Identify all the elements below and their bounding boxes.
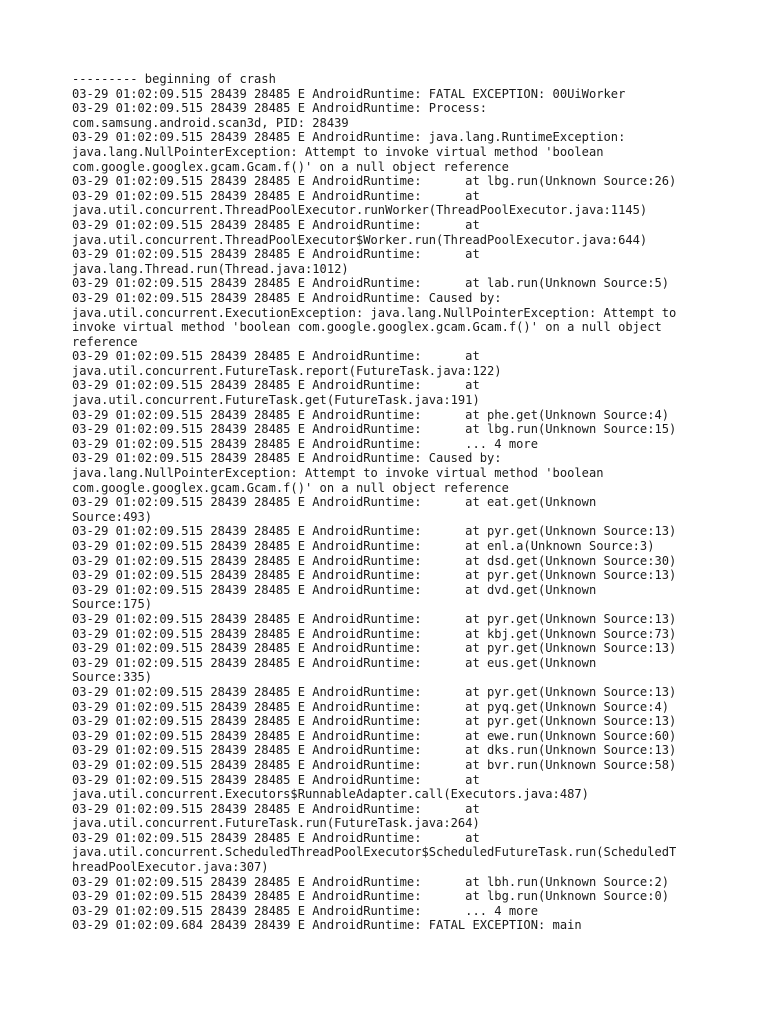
log-line: 03-29 01:02:09.515 28439 28485 E AndroidRuntime: at xyxy=(72,772,480,787)
log-line: --------- beginning of crash xyxy=(72,72,276,86)
log-line: 03-29 01:02:09.515 28439 28485 E AndroidRuntime: at xyxy=(72,247,480,262)
crash-log-text xyxy=(72,72,712,933)
log-line: 03-29 01:02:09.515 28439 28485 E AndroidRuntime: at pyr.get(Unknown Source:13) xyxy=(72,524,677,539)
log-line: java.util.concurrent.FutureTask.report(FutureTask.java:122) xyxy=(72,363,502,378)
log-line: 03-29 01:02:09.515 28439 28485 E AndroidRuntime: at pyr.get(Unknown Source:13) xyxy=(72,714,677,729)
log-line: java.util.concurrent.ThreadPoolExecutor.runWorker(ThreadPoolExecutor.java:1145) xyxy=(72,203,648,218)
log-line: java.util.concurrent.FutureTask.run(FutureTask.java:264) xyxy=(72,816,480,831)
log-line: 03-29 01:02:09.515 28439 28485 E AndroidRuntime: Caused by: xyxy=(72,451,502,466)
log-line: 03-29 01:02:09.515 28439 28485 E AndroidRuntime: at lab.run(Unknown Source:5) xyxy=(72,276,670,291)
log-line: invoke virtual method 'boolean com.google.googlex.gcam.Gcam.f()' on a null object xyxy=(72,320,662,335)
log-line: reference xyxy=(72,334,138,349)
log-line: 03-29 01:02:09.515 28439 28485 E AndroidRuntime: at bvr.run(Unknown Source:58) xyxy=(72,757,677,772)
log-line: 03-29 01:02:09.515 28439 28485 E AndroidRuntime: at dsd.get(Unknown Source:30) xyxy=(72,553,677,568)
log-line: com.google.googlex.gcam.Gcam.f()' on a null object reference xyxy=(72,480,509,495)
log-line: 03-29 01:02:09.515 28439 28485 E AndroidRuntime: Process: xyxy=(72,101,488,116)
log-line: Source:175) xyxy=(72,597,153,612)
log-line: 03-29 01:02:09.515 28439 28485 E AndroidRuntime: at xyxy=(72,830,480,845)
log-line: com.samsung.android.scan3d, PID: 28439 xyxy=(72,115,349,130)
log-line: 03-29 01:02:09.515 28439 28485 E AndroidRuntime: at enl.a(Unknown Source:3) xyxy=(72,539,655,553)
log-line: java.lang.NullPointerException: Attempt to invoke virtual method 'boolean xyxy=(72,466,604,481)
log-line: 03-29 01:02:09.515 28439 28485 E AndroidRuntime: at pyr.get(Unknown Source:13) xyxy=(72,611,677,626)
log-line: 03-29 01:02:09.515 28439 28485 E AndroidRuntime: at eat.get(Unknown xyxy=(72,495,597,510)
log-line: 03-29 01:02:09.515 28439 28485 E AndroidRuntime: at xyxy=(72,378,480,393)
log-line: 03-29 01:02:09.515 28439 28485 E AndroidRuntime: FATAL EXCEPTION: 00UiWorker xyxy=(72,86,626,101)
log-line: 03-29 01:02:09.684 28439 28439 E AndroidRuntime: FATAL EXCEPTION: main xyxy=(72,918,582,933)
log-line: 03-29 01:02:09.515 28439 28485 E AndroidRuntime: at dvd.get(Unknown xyxy=(72,582,597,597)
log-line: 03-29 01:02:09.515 28439 28485 E AndroidRuntime: java.lang.RuntimeException: xyxy=(72,130,626,145)
log-line: 03-29 01:02:09.515 28439 28485 E AndroidRuntime: at pyr.get(Unknown Source:13) xyxy=(72,684,677,699)
log-line: java.util.concurrent.ThreadPoolExecutor$Worker.run(ThreadPoolExecutor.java:644) xyxy=(72,232,648,247)
log-line: 03-29 01:02:09.515 28439 28485 E AndroidRuntime: at xyxy=(72,801,480,816)
log-line: 03-29 01:02:09.515 28439 28485 E AndroidRuntime: at lbg.run(Unknown Source:15) xyxy=(72,422,677,437)
log-line: 03-29 01:02:09.515 28439 28485 E AndroidRuntime: at pyr.get(Unknown Source:13) xyxy=(72,641,677,656)
log-line: java.lang.Thread.run(Thread.java:1012) xyxy=(72,261,349,276)
log-line: 03-29 01:02:09.515 28439 28485 E AndroidRuntime: at xyxy=(72,217,480,232)
log-line: 03-29 01:02:09.515 28439 28485 E AndroidRuntime: at phe.get(Unknown Source:4) xyxy=(72,407,670,422)
log-line: java.util.concurrent.ExecutionException: java.lang.NullPointerException: Attempt to xyxy=(72,305,677,320)
log-line: com.google.googlex.gcam.Gcam.f()' on a null object reference xyxy=(72,159,509,174)
log-line: 03-29 01:02:09.515 28439 28485 E AndroidRuntime: at eus.get(Unknown xyxy=(72,655,597,670)
log-line: 03-29 01:02:09.515 28439 28485 E AndroidRuntime: ... 4 more xyxy=(72,903,538,918)
log-line: java.util.concurrent.Executors$RunnableAdapter.call(Executors.java:487) xyxy=(72,787,589,802)
log-line: java.lang.NullPointerException: Attempt to invoke virtual method 'boolean xyxy=(72,144,604,159)
log-line: 03-29 01:02:09.515 28439 28485 E AndroidRuntime: at ewe.run(Unknown Source:60) xyxy=(72,728,677,743)
log-line: 03-29 01:02:09.515 28439 28485 E AndroidRuntime: at lbg.run(Unknown Source:0) xyxy=(72,889,670,904)
log-line: 03-29 01:02:09.515 28439 28485 E AndroidRuntime: ... 4 more xyxy=(72,436,538,451)
log-line: 03-29 01:02:09.515 28439 28485 E AndroidRuntime: at dks.run(Unknown Source:13) xyxy=(72,743,677,758)
log-line: java.util.concurrent.ScheduledThreadPoolExecutor$ScheduledFutureTask.run(ScheduledT xyxy=(72,845,677,860)
log-line: 03-29 01:02:09.515 28439 28485 E AndroidRuntime: at xyxy=(72,349,480,364)
log-line: 03-29 01:02:09.515 28439 28485 E AndroidRuntime: at xyxy=(72,188,480,203)
log-line: 03-29 01:02:09.515 28439 28485 E AndroidRuntime: at lbg.run(Unknown Source:26) xyxy=(72,174,677,189)
log-line: Source:335) xyxy=(72,670,153,685)
log-line: 03-29 01:02:09.515 28439 28485 E AndroidRuntime: at pyq.get(Unknown Source:4) xyxy=(72,699,670,714)
log-line: java.util.concurrent.FutureTask.get(FutureTask.java:191) xyxy=(72,393,480,408)
log-line: 03-29 01:02:09.515 28439 28485 E AndroidRuntime: Caused by: xyxy=(72,290,502,305)
log-line: 03-29 01:02:09.515 28439 28485 E AndroidRuntime: at kbj.get(Unknown Source:73) xyxy=(72,626,677,641)
log-line: hreadPoolExecutor.java:307) xyxy=(72,860,269,875)
log-line: 03-29 01:02:09.515 28439 28485 E AndroidRuntime: at lbh.run(Unknown Source:2) xyxy=(72,874,670,889)
log-line: 03-29 01:02:09.515 28439 28485 E AndroidRuntime: at pyr.get(Unknown Source:13) xyxy=(72,568,677,583)
log-line: Source:493) xyxy=(72,509,153,524)
